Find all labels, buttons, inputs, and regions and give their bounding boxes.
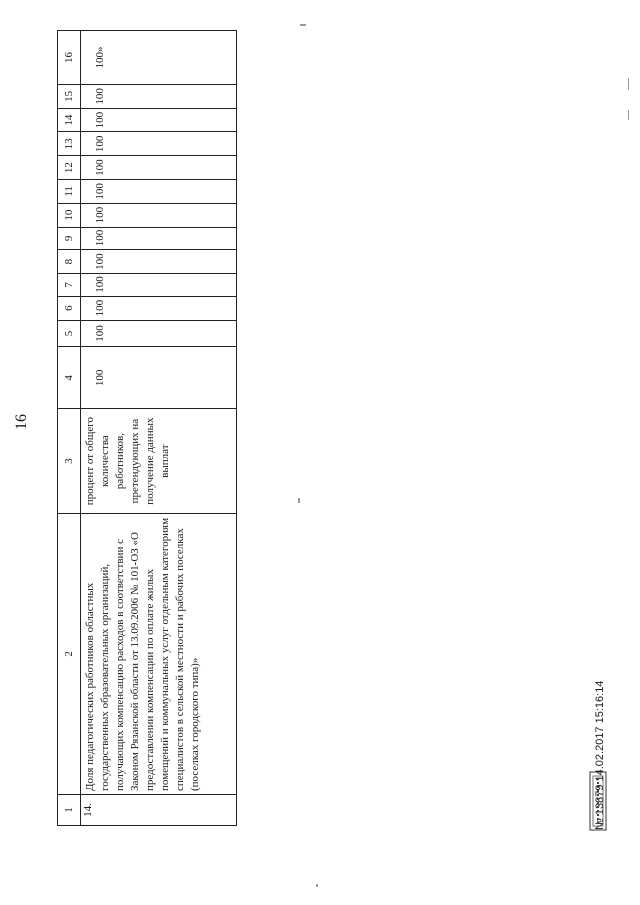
header-cell: 11	[58, 179, 81, 203]
value-cell: 100	[81, 227, 237, 250]
value-cell: 100	[81, 132, 237, 156]
electronic-signature: № 13879 14.02.2017 15:16:14	[594, 680, 606, 830]
header-cell: 3	[58, 409, 81, 513]
row-number: 14.	[81, 795, 237, 826]
header-cell: 7	[58, 274, 81, 297]
value-cell: 100»	[81, 31, 237, 85]
unit-of-measure: процент от общего количества работников, претендующих на получение данных выплат	[81, 409, 237, 513]
header-cell: 13	[58, 132, 81, 156]
value-cell: 100	[81, 274, 237, 297]
value-cell: 100	[81, 320, 237, 347]
header-cell: 1	[58, 795, 81, 826]
header-cell: 4	[58, 347, 81, 409]
value-cell: 100	[81, 296, 237, 320]
value-cell: 100	[81, 108, 237, 132]
value-cell: 100	[81, 250, 237, 274]
scan-mark	[298, 498, 300, 503]
header-cell: 15	[58, 84, 81, 108]
value-cell: 100	[81, 203, 237, 227]
scan-mark	[628, 78, 629, 90]
header-cell: 5	[58, 320, 81, 347]
header-cell: 6	[58, 296, 81, 320]
scan-mark	[316, 884, 318, 887]
header-cell: 9	[58, 227, 81, 250]
value-cell: 100	[81, 156, 237, 180]
header-cell: 10	[58, 203, 81, 227]
stamp-icon	[588, 770, 608, 832]
indicator-table	[57, 30, 237, 826]
table-row	[81, 31, 237, 826]
table-header-row	[58, 31, 81, 826]
header-cell: 14	[58, 108, 81, 132]
scan-mark	[300, 24, 306, 26]
header-cell: 8	[58, 250, 81, 274]
indicator-description: Доля педагогических работников областных государственных образовательных организаций, получающих компенсацию расходов в соответствии с Законом Рязанской области от 13.09.2006 № 101-ОЗ «О предоставлении компенсации по оплате жилых помещений и коммунальных услуг отдельным категориям специалистов в сельской местности и рабочих поселках (поселках городского типа)»	[81, 513, 237, 794]
value-cell: 100	[81, 347, 237, 409]
scan-mark	[628, 110, 629, 120]
header-cell: 2	[58, 513, 81, 794]
table-container	[57, 30, 235, 826]
value-cell: 100	[81, 84, 237, 108]
value-cell: 100	[81, 179, 237, 203]
page-number: 16	[13, 414, 30, 430]
header-cell: 12	[58, 156, 81, 180]
header-cell: 16	[58, 31, 81, 85]
